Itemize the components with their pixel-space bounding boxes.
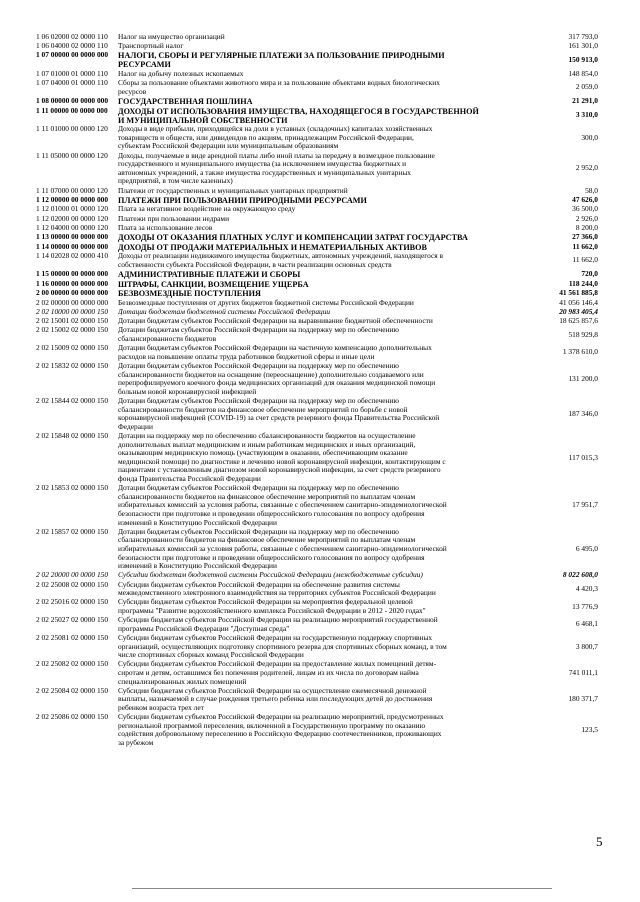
budget-code: 2 00 00000 00 0000 000: [36, 288, 109, 298]
revenue-name-line: сбалансированности бюджетов на финансовое обеспечение мероприятий по выплатам членам: [118, 536, 416, 545]
budget-code: 2 02 25027 02 0000 150: [36, 615, 109, 625]
table-row: [0, 97, 640, 106]
revenue-name-line: Плата за негативное воздействие на окружающую среду: [118, 205, 296, 214]
budget-code: 1 08 00000 00 0000 000: [36, 96, 109, 105]
revenue-name-line: сбалансированности бюджетов на финансовое обеспечение мероприятий по выплатам членам: [118, 492, 416, 501]
revenue-name-line: Субсидии бюджетам субъектов Российской Федерации на обеспечение развития системы: [118, 580, 400, 589]
amount-value: 123,5: [581, 725, 598, 735]
amount-value: 6 495,0: [575, 543, 598, 553]
revenue-name-line: за рубежом: [118, 738, 154, 747]
revenue-name-line: ДОХОДЫ ОТ ИСПОЛЬЗОВАНИЯ ИМУЩЕСТВА, НАХОДЯЩЕГОСЯ В ГОСУДАРСТВЕННОЙ: [118, 106, 479, 116]
revenue-name-line: Транспортный налог: [118, 42, 184, 51]
budget-code: 2 02 00000 00 0000 000: [36, 297, 109, 307]
table-row: [0, 616, 640, 633]
revenue-name-line: выплаты, назначаемой в случае рождения третьего ребенка или последующих детей до достижения: [118, 695, 433, 704]
revenue-name-line: ДОХОДЫ ОТ ПРОДАЖИ МАТЕРИАЛЬНЫХ И НЕМАТЕРИАЛЬНЫХ АКТИВОВ: [118, 242, 427, 252]
budget-code: 1 11 07000 00 0000 120: [36, 185, 108, 195]
budget-code: 2 02 25084 02 0000 150: [36, 685, 109, 695]
revenue-name-line: числе спортивных сборных команд Российской Федерации: [118, 651, 304, 660]
revenue-name-line: предприятий, в том числе казенных): [118, 177, 233, 186]
revenue-name-line: государственного и муниципального имущества (за исключением имущества бюджетных и: [118, 160, 407, 169]
revenue-name-line: сбалансированности бюджетов на оснащение (переоснащение) дополнительно создаваемого или: [118, 370, 424, 379]
table-row: [0, 152, 640, 186]
revenue-name-line: Дотации бюджетам субъектов Российской Федерации на частичную компенсацию дополнительных: [118, 344, 432, 353]
amount-value: 117 015,3: [568, 452, 598, 462]
revenue-name-line: Безвозмездные поступления от других бюджетов бюджетной системы Российской Федерации: [118, 298, 414, 307]
amount-value: 150 913,0: [568, 55, 598, 65]
revenue-name-line: Субсидии бюджетам субъектов Российской Федерации на реализацию мероприятий, предусмотренных: [118, 713, 444, 722]
revenue-name-line: Доходы от реализации недвижимого имущества бюджетных, автономных учреждений, находящегося в: [118, 252, 444, 261]
revenue-name-line: Платежи при пользовании недрами: [118, 214, 230, 223]
table-row: [0, 215, 640, 224]
table-row: [0, 270, 640, 279]
revenue-name-line: оказывающим медицинскую помощь (участвующим в оказании, обеспечивающим оказание: [118, 449, 408, 458]
amount-value: 518 929,8: [568, 329, 598, 339]
revenue-name-line: Федерации: [118, 422, 153, 431]
budget-code: 2 02 15848 02 0000 150: [36, 431, 109, 440]
revenue-name-line: изменений в Конституцию Российской Федерации: [118, 562, 277, 571]
budget-code: 1 07 04000 01 0000 110: [36, 78, 108, 88]
amount-value: 27 366,0: [572, 232, 598, 241]
budget-code: 2 02 25086 02 0000 150: [36, 712, 109, 722]
budget-code: 1 13 00000 00 0000 000: [36, 232, 109, 241]
budget-code: 2 02 15853 02 0000 150: [36, 483, 109, 493]
revenue-name-line: содействия добровольному переселению в Российскую Федерацию соотечественников, проживающих: [118, 730, 442, 739]
amount-value: 2 952,0: [575, 163, 598, 173]
budget-code: 1 15 00000 00 0000 000: [36, 269, 109, 278]
revenue-name-line: ПЛАТЕЖИ ПРИ ПОЛЬЗОВАНИИ ПРИРОДНЫМИ РЕСУРСАМИ: [118, 195, 367, 205]
amount-value: 3 800,7: [575, 641, 598, 651]
table-row: [0, 687, 640, 713]
table-row: [0, 397, 640, 431]
revenue-name-line: Субсидии бюджетам субъектов Российской Федерации на мероприятия федеральной целевой: [118, 598, 413, 607]
amount-value: 6 468,1: [575, 619, 598, 629]
revenue-name-line: Сборы за пользование объектами животного мира и за пользование объектами водных биологических: [118, 79, 440, 88]
budget-code: 1 11 05000 00 0000 120: [36, 150, 108, 160]
amount-value: 41 056 146,4: [559, 297, 598, 307]
revenue-name-line: Доходы в виде прибыли, приходящейся на доли в уставных (складочных) капиталах хозяйственных: [118, 125, 433, 134]
amount-value: 148 854,0: [568, 69, 598, 78]
revenue-name-line: фонда Правительства Российской Федерации: [118, 475, 261, 483]
revenue-name-line: Плата за использование лесов: [118, 223, 213, 232]
table-row: [0, 634, 640, 660]
budget-code: 1 14 02028 02 0000 410: [36, 251, 109, 261]
table-row: [0, 79, 640, 96]
footer-rule: [132, 888, 552, 889]
revenue-name-line: организаций, осуществляющих подготовку спортивного резерва для спортивных сборных команд, в том: [118, 642, 447, 651]
amount-value: 11 662,0: [572, 255, 598, 265]
revenue-name-line: ШТРАФЫ, САНКЦИИ, ВОЗМЕЩЕНИЕ УЩЕРБА: [118, 279, 309, 289]
amount-value: 8 200,0: [575, 222, 598, 232]
revenue-name-line: региональной программой переселения, включенной в Государственную программу по оказанию: [118, 721, 426, 730]
amount-value: 118 244,0: [568, 278, 598, 288]
budget-code: 1 11 00000 00 0000 000: [36, 105, 108, 115]
revenue-name-line: перепрофилируемого коечного фонда медицинских организаций для оказания медицинской помощи: [118, 379, 436, 388]
amount-value: 2 926,0: [575, 213, 598, 223]
revenue-name-line: АДМИНИСТРАТИВНЫЕ ПЛАТЕЖИ И СБОРЫ: [118, 270, 301, 279]
table-row: [0, 484, 640, 527]
budget-code: 1 07 00000 00 0000 000: [36, 50, 109, 60]
revenue-name-line: ресурсов: [118, 87, 147, 96]
revenue-name-line: межведомственного электронного взаимодействия на территориях субъектов Российской Федерации: [118, 589, 436, 598]
revenue-name-line: Дотации бюджетам бюджетной системы Российской Федерации: [118, 308, 331, 316]
revenue-name-line: НАЛОГИ, СБОРЫ И РЕГУЛЯРНЫЕ ПЛАТЕЖИ ЗА ПОЛЬЗОВАНИЕ ПРИРОДНЫМИ: [118, 51, 445, 61]
revenue-name-line: РЕСУРСАМИ: [118, 60, 171, 70]
budget-code: 1 07 01000 01 0000 110: [36, 69, 108, 78]
revenue-name-line: товариществ и обществ, или дивидендов по акциям, принадлежащим Российской Федерации,: [118, 133, 414, 142]
revenue-name-line: сиротам и детям, оставшимся без попечения родителей, лицам из их числа по договорам найма: [118, 668, 419, 677]
budget-code: 2 02 15844 02 0000 150: [36, 396, 109, 405]
table-row: [0, 107, 640, 125]
budget-code: 1 16 00000 00 0000 000: [36, 278, 109, 288]
revenue-name-line: Субсидии бюджетам бюджетной системы Российской Федерации (межбюджетные субсидии): [118, 571, 423, 580]
table-row: [0, 528, 640, 571]
table-row: [0, 581, 640, 598]
revenue-name-line: избирательных комиссий за условия работы, связанные с обеспечением санитарно-эпидемиологической: [118, 544, 447, 553]
revenue-name-line: Доходы, получаемые в виде арендной платы либо иной платы за передачу в возмездное пользование: [118, 151, 435, 160]
amount-value: 720,0: [581, 269, 598, 278]
revenue-name-line: И МУНИЦИПАЛЬНОЙ СОБСТВЕННОСТИ: [118, 115, 288, 125]
revenue-name-line: Субсидии бюджетам субъектов Российской Федерации на государственную поддержку спортивных: [118, 634, 433, 642]
amount-value: 41 561 885,8: [559, 288, 598, 298]
revenue-name-line: Дотации на поддержку мер по обеспечению сбалансированности бюджетов на осуществление: [118, 432, 416, 440]
amount-value: 3 310,0: [575, 110, 598, 120]
amount-value: 317 793,0: [568, 32, 598, 41]
revenue-name-line: специализированных жилых помещений: [118, 677, 247, 686]
revenue-name-line: избирательных комиссий за условия работы, связанные с обеспечением санитарно-эпидемиологической: [118, 501, 447, 510]
amount-value: 8 022 608,0: [562, 570, 598, 580]
table-row: [0, 598, 640, 615]
budget-code: 1 12 04000 00 0000 120: [36, 222, 109, 232]
amount-value: 131 200,0: [568, 373, 598, 383]
revenue-name-line: Налог на добычу полезных ископаемых: [118, 70, 244, 78]
table-row: [0, 289, 640, 298]
revenue-name-line: Субсидии бюджетам субъектов Российской Федерации на предоставление жилых помещений детям-: [118, 660, 437, 669]
revenue-name-line: Платежи от государственных и муниципальных унитарных предприятий: [118, 186, 348, 195]
amount-value: 58,0: [585, 185, 598, 195]
revenue-name-line: Дотации бюджетам субъектов Российской Федерации на поддержку мер по обеспечению: [118, 484, 399, 493]
revenue-name-line: дополнительных выплат медицинским и иным работникам медицинских и иных организаций,: [118, 440, 416, 449]
table-row: [0, 187, 640, 196]
budget-code: 2 02 15001 02 0000 150: [36, 316, 109, 326]
revenue-name-line: сбалансированности бюджетов на финансовое обеспечение мероприятий по борьбе с новой: [118, 405, 408, 414]
revenue-name-line: ДОХОДЫ ОТ ОКАЗАНИЯ ПЛАТНЫХ УСЛУГ И КОМПЕНСАЦИИ ЗАТРАТ ГОСУДАРСТВА: [118, 233, 468, 242]
revenue-name-line: больным новой коронавирусной инфекцией: [118, 387, 257, 396]
table-row: [0, 233, 640, 242]
amount-value: 4 420,3: [575, 583, 598, 593]
amount-value: 20 983 405,4: [559, 307, 598, 316]
budget-code: 1 14 00000 00 0000 000: [36, 241, 109, 251]
budget-code: 1 12 00000 00 0000 000: [36, 194, 109, 204]
amount-value: 300,0: [581, 132, 598, 142]
revenue-name-line: программы "Развитие водохозяйственного комплекса Российской Федерации в 2012 - 2020 годах": [118, 606, 426, 615]
budget-code: 1 11 01000 00 0000 120: [36, 124, 108, 134]
budget-code: 2 02 20000 00 0000 150: [36, 570, 109, 580]
amount-value: 161 301,0: [568, 41, 598, 51]
revenue-name-line: Дотации бюджетам субъектов Российской Федерации на поддержку мер по обеспечению: [118, 527, 399, 536]
revenue-name-line: Дотации бюджетам субъектов Российской Федерации на поддержку мер по обеспечению: [118, 362, 399, 370]
budget-code: 1 12 02000 00 0000 120: [36, 213, 109, 223]
budget-code: 2 02 25081 02 0000 150: [36, 633, 109, 642]
table-row: [0, 713, 640, 747]
table-row: [0, 432, 640, 484]
budget-code: 2 02 15857 02 0000 150: [36, 526, 109, 536]
amount-value: 11 662,0: [572, 241, 598, 251]
budget-code: 2 02 15009 02 0000 150: [36, 343, 109, 353]
budget-code: 2 02 25082 02 0000 150: [36, 659, 109, 669]
revenue-name-line: автономных учреждений, а также имущества государственных и муниципальных унитарных: [118, 168, 411, 177]
table-row: [0, 362, 640, 396]
revenue-name-line: расходов на повышение оплаты труда работников бюджетной сферы и иные цели: [118, 352, 375, 361]
revenue-name-line: Дотации бюджетам субъектов Российской Федерации на поддержку мер по обеспечению: [118, 326, 399, 335]
table-row: [0, 571, 640, 580]
revenue-name-line: медицинской помощи) по диагностике и лечению новой коронавирусной инфекции, контактирующим с: [118, 457, 446, 466]
revenue-name-line: Субсидии бюджетам субъектов Российской Федерации на реализацию мероприятий государственной: [118, 616, 438, 625]
revenue-name-line: ребенком возраста трех лет: [118, 703, 204, 712]
table-row: [0, 252, 640, 269]
amount-value: 47 626,0: [572, 194, 598, 204]
revenue-name-line: Дотации бюджетам субъектов Российской Федерации на поддержку мер по обеспечению: [118, 397, 399, 405]
budget-code: 2 02 15832 02 0000 150: [36, 361, 109, 370]
amount-value: 17 951,7: [572, 500, 598, 510]
amount-value: 741 011,1: [568, 667, 598, 677]
amount-value: 180 371,7: [568, 694, 598, 704]
revenue-name-line: программы Российской Федерации "Доступная среда": [118, 624, 290, 633]
revenue-name-line: ГОСУДАРСТВЕННАЯ ПОШЛИНА: [118, 97, 253, 106]
amount-value: 187 346,0: [568, 408, 598, 418]
amount-value: 2 059,0: [575, 82, 598, 92]
amount-value: 21 291,0: [572, 96, 598, 105]
table-row: [0, 660, 640, 686]
revenue-name-line: сбалансированности бюджетов: [118, 334, 217, 343]
amount-value: 36 500,0: [572, 204, 598, 214]
revenue-name-line: БЕЗВОЗМЕЗДНЫЕ ПОСТУПЛЕНИЯ: [118, 289, 261, 299]
budget-code: 2 02 10000 00 0000 150: [36, 307, 109, 316]
amount-value: 13 776,9: [572, 601, 598, 611]
revenue-name-line: безопасности при подготовке и проведении общероссийского голосования по вопросу одобрения: [118, 553, 425, 562]
revenue-name-line: изменений в Конституцию Российской Федерации: [118, 518, 277, 527]
budget-code: 2 02 15002 02 0000 150: [36, 325, 109, 335]
page-number: 5: [596, 834, 603, 849]
budget-code: 1 06 04000 02 0000 110: [36, 41, 108, 51]
budget-code: 2 02 25008 02 0000 150: [36, 579, 109, 589]
table-row: [0, 344, 640, 361]
revenue-name-line: пациентами с установленным диагнозом новой коронавирусной инфекции, за счет средств резервного: [118, 466, 441, 475]
revenue-name-line: безопасности при подготовке и проведении общероссийского голосования по вопросу одобрения: [118, 509, 425, 518]
revenue-name-line: субъектам Российской Федерации или муниципальным образованиям: [118, 142, 339, 151]
amount-value: 18 625 857,6: [559, 316, 598, 326]
revenue-name-line: Дотации бюджетам субъектов Российской Федерации на выравнивание бюджетной обеспеченности: [118, 317, 433, 326]
revenue-name-line: коронавирусной инфекцией (COVID-19) за счет средств резервного фонда Правительства Российской: [118, 414, 440, 423]
revenue-name-line: собственности субъекта Российской Федерации, в части реализации основных средств: [118, 260, 392, 269]
table-row: [0, 326, 640, 343]
table-row: [0, 51, 640, 69]
table-row: [0, 205, 640, 214]
budget-code: 1 12 01000 01 0000 120: [36, 204, 109, 214]
amount-value: 1 378 610,0: [562, 347, 598, 357]
revenue-name-line: Субсидии бюджетам субъектов Российской Федерации на осуществление ежемесячной денежной: [118, 686, 427, 695]
budget-code: 1 06 02000 02 0000 110: [36, 32, 108, 41]
table-row: [0, 125, 640, 151]
budget-code: 2 02 25016 02 0000 150: [36, 597, 109, 607]
revenue-name-line: Налог на имущество организаций: [118, 33, 225, 41]
